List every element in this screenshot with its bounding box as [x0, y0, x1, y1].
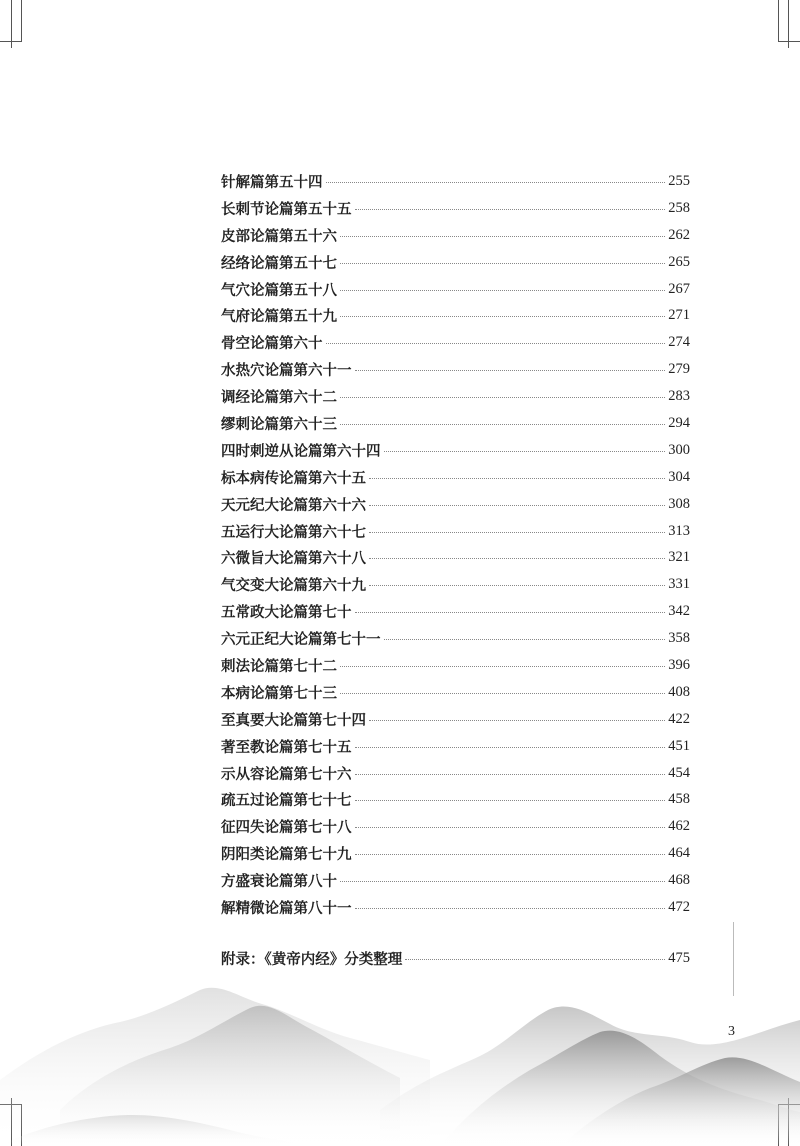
toc-row[interactable]: [221, 302, 690, 329]
leader-dots: [369, 532, 665, 533]
toc-entry-title: 缪刺论篇第六十三: [221, 415, 337, 433]
toc-row[interactable]: [221, 168, 690, 195]
toc-row[interactable]: [221, 410, 690, 437]
toc-entry-page: 308: [668, 495, 690, 512]
toc-row[interactable]: [221, 571, 690, 598]
toc-entry-page: 422: [668, 710, 690, 727]
toc-appendix-title: 附录：《黄帝内经》分类整理: [221, 950, 403, 968]
toc-entry-page: 279: [668, 361, 690, 378]
leader-dots: [340, 316, 665, 317]
toc-entry-title: 阴阳类论篇第七十九: [221, 846, 352, 864]
toc-row[interactable]: [221, 652, 690, 679]
leader-dots: [384, 639, 666, 640]
toc-row[interactable]: [221, 195, 690, 222]
toc-entry-page: 304: [668, 468, 690, 485]
toc-entry-title: 长刺节论篇第五十五: [221, 200, 352, 218]
toc-entry-page: 458: [668, 791, 690, 808]
toc-entry-title: 五常政大论篇第七十: [221, 604, 352, 622]
toc-entry-title: 示从容论篇第七十六: [221, 765, 352, 783]
leader-dots: [340, 263, 665, 264]
toc-entry-title: 解精微论篇第八十一: [221, 899, 352, 917]
toc-row-appendix[interactable]: [221, 945, 690, 972]
leader-dots: [355, 747, 666, 748]
toc-entry-page: 255: [668, 172, 690, 189]
toc-row[interactable]: [221, 356, 690, 383]
toc-entry-title: 五运行大论篇第六十七: [221, 523, 366, 541]
toc-entry-title: 调经论篇第六十二: [221, 389, 337, 407]
leader-dots: [369, 720, 665, 721]
toc-entry-title: 著至教论篇第七十五: [221, 738, 352, 756]
toc-entry-title: 刺法论篇第七十二: [221, 657, 337, 675]
leader-dots: [369, 558, 665, 559]
toc-entry-title: 六微旨大论篇第六十八: [221, 550, 366, 568]
toc-entry-title: 本病论篇第七十三: [221, 684, 337, 702]
toc-entry-page: 313: [668, 522, 690, 539]
toc-entry-page: 468: [668, 872, 690, 889]
toc-entry-page: 294: [668, 414, 690, 431]
leader-dots: [340, 290, 665, 291]
toc-row[interactable]: [221, 625, 690, 652]
toc-entry-page: 472: [668, 898, 690, 915]
toc-entry-page: 408: [668, 683, 690, 700]
leader-dots: [340, 693, 665, 694]
toc-appendix-page: 475: [668, 949, 690, 966]
leader-dots: [340, 666, 665, 667]
toc-row[interactable]: [221, 437, 690, 464]
toc-entry-title: 至真要大论篇第七十四: [221, 711, 366, 729]
toc-entry-page: 271: [668, 307, 690, 324]
toc-entry-title: 气穴论篇第五十八: [221, 281, 337, 299]
leader-dots: [326, 182, 666, 183]
crop-mark-top-left-v2: [21, 0, 22, 42]
toc-entry-title: 骨空论篇第六十: [221, 335, 323, 353]
leader-dots: [326, 343, 666, 344]
leader-dots: [405, 959, 665, 960]
leader-dots: [384, 451, 666, 452]
toc-entry-page: 267: [668, 280, 690, 297]
toc-row[interactable]: [221, 329, 690, 356]
toc-entry-page: 321: [668, 549, 690, 566]
toc-entry-title: 气交变大论篇第六十九: [221, 577, 366, 595]
toc-row[interactable]: [221, 679, 690, 706]
toc-row[interactable]: [221, 518, 690, 545]
toc-entry-title: 方盛衰论篇第八十: [221, 873, 337, 891]
crop-mark-top-right-h: [778, 41, 800, 42]
mountain-landscape-illustration: [0, 960, 800, 1146]
toc-entry-title: 疏五过论篇第七十七: [221, 792, 352, 810]
toc-entry-page: 462: [668, 818, 690, 835]
toc-row[interactable]: [221, 222, 690, 249]
toc-entry-title: 标本病传论篇第六十五: [221, 469, 366, 487]
leader-dots: [355, 908, 666, 909]
toc-entry-page: 454: [668, 764, 690, 781]
toc-entry-page: 300: [668, 441, 690, 458]
leader-dots: [340, 424, 665, 425]
toc-row[interactable]: [221, 706, 690, 733]
toc-entry-title: 水热穴论篇第六十一: [221, 362, 352, 380]
leader-dots: [355, 612, 666, 613]
leader-dots: [355, 209, 666, 210]
toc-entry-title: 征四失论篇第七十八: [221, 819, 352, 837]
toc-entry-page: 265: [668, 253, 690, 270]
toc-row[interactable]: [221, 786, 690, 813]
leader-dots: [355, 800, 666, 801]
crop-mark-top-right-v2: [778, 0, 779, 42]
toc-entry-page: 274: [668, 334, 690, 351]
toc-entry-page: 464: [668, 845, 690, 862]
leader-dots: [340, 397, 665, 398]
leader-dots: [369, 505, 665, 506]
toc-entry-title: 六元正纪大论篇第七十一: [221, 631, 381, 649]
toc-row[interactable]: [221, 867, 690, 894]
toc-row[interactable]: [221, 813, 690, 840]
crop-mark-top-left-v: [11, 0, 12, 48]
leader-dots: [369, 585, 665, 586]
toc-row[interactable]: [221, 464, 690, 491]
toc-row[interactable]: [221, 249, 690, 276]
toc-row[interactable]: [221, 733, 690, 760]
toc-entry-page: 451: [668, 737, 690, 754]
toc-entry-title: 针解篇第五十四: [221, 173, 323, 191]
table-of-contents: [221, 168, 690, 921]
toc-entry-page: 331: [668, 576, 690, 593]
toc-entry-title: 经络论篇第五十七: [221, 254, 337, 272]
leader-dots: [355, 827, 666, 828]
toc-entry-page: 358: [668, 630, 690, 647]
toc-entry-page: 342: [668, 603, 690, 620]
toc-entry-title: 气府论篇第五十九: [221, 308, 337, 326]
toc-entry-page: 283: [668, 388, 690, 405]
toc-entry-page: 262: [668, 226, 690, 243]
toc-row[interactable]: [221, 544, 690, 571]
leader-dots: [369, 478, 665, 479]
toc-appendix: [221, 945, 690, 972]
leader-dots: [340, 881, 665, 882]
page-number: 3: [728, 1024, 735, 1039]
leader-dots: [355, 370, 666, 371]
toc-row[interactable]: [221, 276, 690, 303]
toc-row[interactable]: [221, 894, 690, 921]
toc-entry-page: 258: [668, 199, 690, 216]
toc-entry-title: 皮部论篇第五十六: [221, 227, 337, 245]
margin-rule: [733, 922, 734, 996]
toc-row[interactable]: [221, 491, 690, 518]
toc-entry-page: 396: [668, 656, 690, 673]
leader-dots: [355, 774, 666, 775]
toc-row[interactable]: [221, 760, 690, 787]
leader-dots: [355, 854, 666, 855]
toc-row[interactable]: [221, 383, 690, 410]
toc-row[interactable]: [221, 840, 690, 867]
leader-dots: [340, 236, 665, 237]
toc-entry-title: 四时刺逆从论篇第六十四: [221, 442, 381, 460]
toc-entry-title: 天元纪大论篇第六十六: [221, 496, 366, 514]
crop-mark-top-right-v: [788, 0, 789, 48]
toc-row[interactable]: [221, 598, 690, 625]
